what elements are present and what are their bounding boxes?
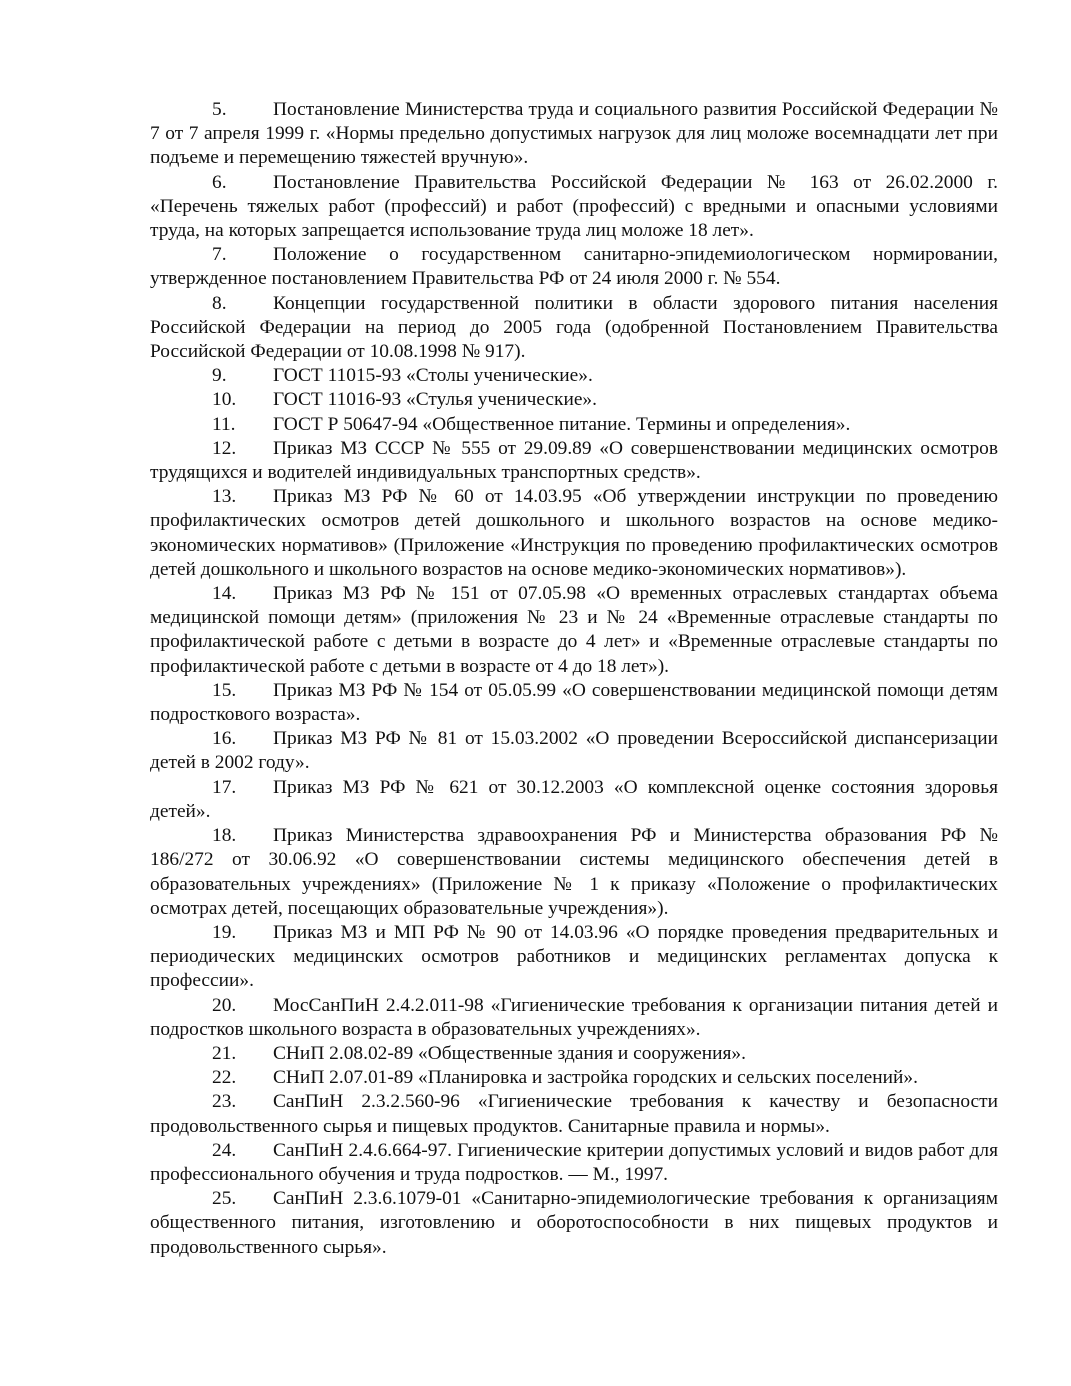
- item-number: 10.: [212, 389, 237, 411]
- item-number: 9.: [212, 365, 227, 387]
- reference-item-6: [150, 171, 998, 244]
- item-text: СанПиН 2.3.2.560-96 «Гигиенические требования к качеству и безопасности продовольственного сырья и пищевых продуктов. Санитарные правила и нормы».: [150, 1091, 998, 1137]
- item-text: Положение о государственном санитарно-эпидемиологическом нормировании, утвержденное постановлением Правительства РФ от 24 июля 2000 г. № 554.: [150, 244, 998, 290]
- item-text: Концепции государственной политики в области здорового питания населения Российской Федерации на период до 2005 года (одобренной Постановлением Правительства Российской Федерации от 10.08.1998 № 917).: [150, 292, 998, 363]
- reference-item-14: [150, 582, 998, 679]
- reference-item-21: [150, 1042, 998, 1066]
- item-text: Приказ МЗ РФ № 621 от 30.12.2003 «О комплексной оценке состояния здоровья детей».: [150, 776, 998, 822]
- item-number: 20.: [212, 994, 237, 1016]
- item-number: 12.: [212, 437, 237, 459]
- item-number: 19.: [212, 921, 237, 943]
- item-number: 23.: [212, 1091, 237, 1113]
- item-text: СанПиН 2.3.6.1079-01 «Санитарно-эпидемиологические требования к организациям общественного питания, изготовлению и оборотоспособности в них пищевых продуктов и продовольственного сырья».: [150, 1188, 998, 1258]
- item-text: Приказ Министерства здравоохранения РФ и Министерства образования РФ № 186/272 от 30.06.92 «О совершенствовании системы медицинского обеспечения детей в образовательных учреждениях» (Приложение № 1 к приказу «Положение о профилактических осмотрах детей, посещающих образовательные учреждения»).: [150, 825, 998, 919]
- reference-item-19: [150, 921, 998, 994]
- reference-item-12: [150, 437, 998, 485]
- item-number: 13.: [212, 486, 237, 508]
- item-number: 5.: [212, 99, 227, 120]
- item-number: 17.: [212, 776, 237, 798]
- reference-item-24: [150, 1139, 998, 1187]
- item-text: МосСанПиН 2.4.2.011-98 «Гигиенические требования к организации питания детей и подростков школьного возраста в образовательных учреждениях».: [150, 994, 998, 1040]
- item-number: 6.: [212, 171, 227, 193]
- reference-item-15: [150, 679, 998, 727]
- reference-item-20: [150, 994, 998, 1042]
- reference-item-9: [150, 364, 998, 388]
- item-number: 21.: [212, 1042, 237, 1064]
- item-number: 18.: [212, 825, 237, 847]
- item-text: ГОСТ 11016-93 «Стулья ученические».: [273, 389, 597, 411]
- item-number: 11.: [212, 413, 236, 435]
- item-number: 22.: [212, 1067, 237, 1089]
- item-number: 7.: [212, 244, 227, 266]
- reference-item-25: [150, 1187, 998, 1260]
- item-number: 25.: [212, 1188, 237, 1210]
- item-number: 15.: [212, 679, 237, 701]
- reference-item-5: [150, 98, 998, 171]
- reference-item-11: [150, 413, 998, 437]
- item-text: ГОСТ Р 50647-94 «Общественное питание. Термины и определения».: [273, 413, 851, 435]
- item-text: СНиП 2.08.02-89 «Общественные здания и сооружения».: [273, 1042, 746, 1064]
- reference-item-18: [150, 824, 998, 921]
- item-number: 16.: [212, 728, 237, 750]
- item-number: 8.: [212, 292, 227, 314]
- item-text: Постановление Правительства Российской Федерации № 163 от 26.02.2000 г. «Перечень тяжелых работ (профессий) и работ (профессий) с вредными и опасными условиями труда, на которых запрещается использование труда лиц моложе 18 лет».: [150, 171, 998, 242]
- item-text: ГОСТ 11015-93 «Столы ученические».: [273, 365, 593, 387]
- item-text: Приказ МЗ и МП РФ № 90 от 14.03.96 «О порядке проведения предварительных и периодических медицинских осмотров работников и медицинских регламентах допуска к профессии».: [150, 921, 998, 992]
- document-page: [150, 98, 998, 1260]
- item-text: Приказ МЗ СССР № 555 от 29.09.89 «О совершенствовании медицинских осмотров трудящихся и водителей индивидуальных транспортных средств».: [150, 437, 998, 484]
- item-text: Постановление Министерства труда и социального развития Российской Федерации № 7 от 7 апреля 1999 г. «Нормы предельно допустимых нагрузок для лиц моложе восемнадцати лет при подъеме и перемещению тяжестей вручную».: [150, 99, 998, 169]
- reference-item-22: [150, 1066, 998, 1090]
- item-text: Приказ МЗ РФ № 60 от 14.03.95 «Об утверждении инструкции по проведению профилактических осмотров детей дошкольного и школьного возрастов на основе медико-экономических нормативов» (Приложение «Инструкция по проведению профилактических осмотров детей дошкольного и школьного возрастов на основе медико-экономических нормативов»).: [150, 486, 998, 580]
- item-text: СНиП 2.07.01-89 «Планировка и застройка городских и сельских поселений».: [273, 1067, 918, 1089]
- item-text: Приказ МЗ РФ № 151 от 07.05.98 «О временных отраслевых стандартах объема медицинской помощи детям» (приложения № 23 и № 24 «Временные отраслевые стандарты по профилактической работе с детьми в возрасте до 4 лет» и «Временные отраслевые стандарты по профилактической работе с детьми в возрасте от 4 до 18 лет»).: [150, 583, 998, 677]
- item-text: Приказ МЗ РФ № 81 от 15.03.2002 «О проведении Всероссийской диспансеризации детей в 2002 году».: [150, 728, 998, 774]
- reference-item-8: [150, 292, 998, 365]
- reference-item-17: [150, 776, 998, 824]
- reference-item-23: [150, 1090, 998, 1138]
- item-number: 24.: [212, 1139, 237, 1161]
- item-number: 14.: [212, 583, 237, 605]
- item-text: Приказ МЗ РФ № 154 от 05.05.99 «О совершенствовании медицинской помощи детям подросткового возраста».: [150, 679, 998, 726]
- reference-item-7: [150, 243, 998, 291]
- item-text: СанПиН 2.4.6.664-97. Гигиенические критерии допустимых условий и видов работ для профессионального обучения и труда подростков. — М., 1997.: [150, 1139, 998, 1185]
- reference-item-10: [150, 388, 998, 412]
- reference-item-13: [150, 485, 998, 582]
- reference-item-16: [150, 727, 998, 775]
